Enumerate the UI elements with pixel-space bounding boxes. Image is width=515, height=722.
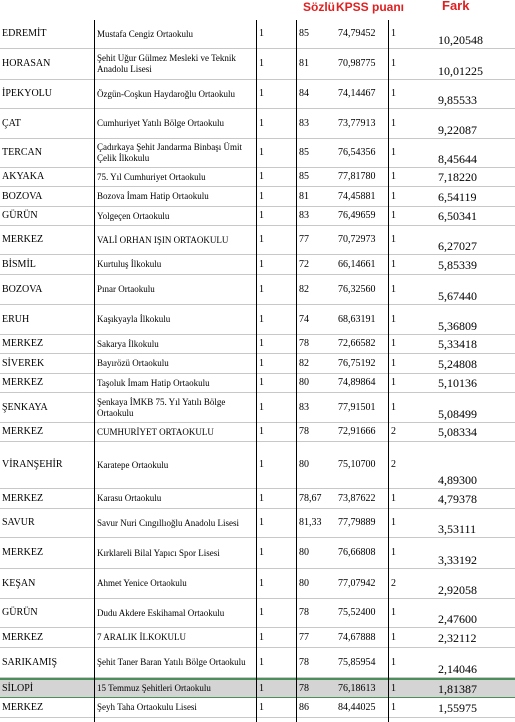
kpss-score-cell: 74,14467 xyxy=(338,88,376,99)
quota-cell: 1 xyxy=(259,338,264,349)
oral-score-cell: 78 xyxy=(299,607,309,618)
rank-cell: 1 xyxy=(391,190,396,202)
school-cell: Taşoluk İmam Hatip Ortaokulu xyxy=(97,377,210,388)
difference-cell: 10,01225 xyxy=(438,64,483,78)
rank-cell: 1 xyxy=(391,147,396,158)
rank-cell: 2 xyxy=(391,426,396,437)
school-cell: Şehit Uğur Gülmez Mesleki ve Teknik Anadolu Lisesi xyxy=(97,53,236,74)
kpss-score-cell: 66,14661 xyxy=(338,258,376,270)
school-cell: Yolgeçen Ortaokulu xyxy=(97,210,170,221)
kpss-score-cell: 74,89864 xyxy=(338,377,376,388)
oral-score-cell: 85 xyxy=(299,171,309,182)
kpss-score-cell: 74,67888 xyxy=(338,631,376,643)
oral-score-cell: 78 xyxy=(299,426,309,437)
difference-cell: 4,79378 xyxy=(438,491,477,506)
rank-cell: 1 xyxy=(391,656,396,668)
quota-cell: 1 xyxy=(259,631,264,643)
oral-score-cell: 84 xyxy=(299,88,309,99)
district-cell: ŞENKAYA xyxy=(2,401,48,413)
kpss-score-cell: 76,49659 xyxy=(338,210,376,221)
district-cell: ÇAT xyxy=(2,117,21,129)
kpss-score-cell: 77,07942 xyxy=(338,577,376,589)
oral-score-cell: 83 xyxy=(299,210,309,221)
header-fark: Fark xyxy=(442,0,470,13)
oral-score-cell: 85 xyxy=(299,28,309,39)
difference-cell: 5,85339 xyxy=(438,257,477,272)
school-cell: Kurtuluş İlkokulu xyxy=(97,259,162,269)
oral-score-cell: 78 xyxy=(299,682,309,694)
district-cell: SAVUR xyxy=(2,517,35,528)
school-cell: Kırklareli Bilal Yapıcı Spor Lisesi xyxy=(97,547,220,558)
table-row xyxy=(0,489,515,509)
quota-cell: 1 xyxy=(259,190,264,202)
school-cell: 15 Temmuz Şehitleri Ortaokulu xyxy=(97,683,211,693)
rank-cell: 1 xyxy=(391,492,396,504)
rank-cell: 1 xyxy=(391,117,396,129)
school-cell: Şenkaya İMKB 75. Yıl Yatılı Bölge Ortaokulu xyxy=(97,396,226,418)
oral-score-cell: 80 xyxy=(299,377,309,388)
school-cell: Karasu Ortaokulu xyxy=(97,493,162,503)
district-cell: BİSMİL xyxy=(2,258,36,270)
difference-cell: 2,32112 xyxy=(438,630,477,645)
school-cell: Çadırkaya Şehit Jandarma Binbaşı Ümit Çelik İlkokulu xyxy=(97,142,242,163)
kpss-score-cell: 76,54356 xyxy=(338,147,376,158)
column-divider xyxy=(256,20,257,722)
district-cell: MERKEZ xyxy=(2,234,44,245)
quota-cell: 1 xyxy=(259,682,264,694)
quota-cell: 1 xyxy=(259,577,264,589)
oral-score-cell: 74 xyxy=(299,313,309,325)
column-divider xyxy=(296,20,297,722)
difference-cell: 8,45644 xyxy=(438,152,477,166)
oral-score-cell: 78 xyxy=(299,656,309,668)
table-row xyxy=(0,393,515,423)
table-row xyxy=(0,423,515,442)
difference-cell: 10,20548 xyxy=(438,33,483,47)
results-table xyxy=(0,20,515,718)
district-cell: KEŞAN xyxy=(2,577,36,589)
header-kpss: KPSS puanı xyxy=(336,0,405,14)
table-row xyxy=(0,628,515,648)
difference-cell: 1,81387 xyxy=(438,681,477,696)
quota-cell: 1 xyxy=(259,401,264,413)
difference-cell: 2,14046 xyxy=(438,662,477,676)
kpss-score-cell: 84,44025 xyxy=(338,701,376,713)
district-cell: TERCAN xyxy=(2,147,42,158)
oral-score-cell: 80 xyxy=(299,459,309,470)
table-row xyxy=(0,648,515,678)
rank-cell: 1 xyxy=(391,338,396,349)
table-row xyxy=(0,305,515,335)
district-cell: SARIKAMIŞ xyxy=(2,656,58,668)
oral-score-cell: 81,33 xyxy=(299,517,322,528)
quota-cell: 1 xyxy=(259,547,264,558)
header-sozlu: Sözlü xyxy=(303,0,335,14)
table-row xyxy=(0,599,515,628)
rank-cell: 1 xyxy=(391,210,396,221)
quota-cell: 1 xyxy=(259,283,264,295)
oral-score-cell: 77 xyxy=(299,631,309,643)
kpss-score-cell: 76,66808 xyxy=(338,547,376,558)
rank-cell: 2 xyxy=(391,577,396,589)
district-cell: BOZOVA xyxy=(2,283,43,295)
rank-cell: 1 xyxy=(391,401,396,413)
school-cell: Kaşıkyayla İlkokulu xyxy=(97,314,171,324)
kpss-score-cell: 75,10700 xyxy=(338,459,376,470)
school-cell: Cumhuriyet Yatılı Bölge Ortaokulu xyxy=(97,118,224,128)
district-cell: BOZOVA xyxy=(2,190,43,202)
difference-cell: 9,85533 xyxy=(438,93,477,107)
school-cell: Savur Nuri Cıngıllıoğlu Anadolu Lisesi xyxy=(97,517,239,528)
kpss-score-cell: 77,91501 xyxy=(338,401,376,413)
difference-cell: 6,27027 xyxy=(438,239,477,253)
kpss-score-cell: 73,77913 xyxy=(338,117,376,129)
district-cell: SİLOPİ xyxy=(2,682,34,694)
rank-cell: 1 xyxy=(391,631,396,643)
rank-cell: 1 xyxy=(391,682,396,694)
table-row xyxy=(0,20,515,49)
quota-cell: 1 xyxy=(259,377,264,388)
table-row xyxy=(0,569,515,599)
table-row xyxy=(0,109,515,139)
column-divider xyxy=(94,20,95,722)
school-cell: Mustafa Cengiz Ortaokulu xyxy=(97,28,193,39)
quota-cell: 1 xyxy=(259,210,264,221)
difference-cell: 4,89300 xyxy=(438,473,477,487)
table-row xyxy=(0,678,515,698)
rank-cell: 1 xyxy=(391,547,396,558)
quota-cell: 1 xyxy=(259,313,264,325)
school-cell: Bayırözü Ortaokulu xyxy=(97,358,169,368)
district-cell: GÜRÜN xyxy=(2,607,38,618)
kpss-score-cell: 77,81780 xyxy=(338,171,376,182)
column-divider xyxy=(388,20,389,722)
difference-cell: 5,08334 xyxy=(438,425,477,439)
kpss-score-cell: 70,72973 xyxy=(338,234,376,245)
difference-cell: 5,36809 xyxy=(438,319,477,333)
kpss-score-cell: 73,87622 xyxy=(338,492,376,504)
table-row xyxy=(0,139,515,168)
quota-cell: 1 xyxy=(259,607,264,618)
school-cell: 75. Yıl Cumhuriyet Ortaokulu xyxy=(97,171,206,182)
difference-cell: 2,92058 xyxy=(438,583,477,597)
school-cell: Karatepe Ortaokulu xyxy=(97,459,169,470)
oral-score-cell: 83 xyxy=(299,117,309,129)
rank-cell: 1 xyxy=(391,28,396,39)
difference-cell: 3,53111 xyxy=(438,522,477,536)
table-row xyxy=(0,335,515,354)
kpss-score-cell: 70,98775 xyxy=(338,58,376,69)
difference-cell: 5,67440 xyxy=(438,289,477,303)
school-cell: VALİ ORHAN IŞIN ORTAOKULU xyxy=(97,234,229,245)
difference-cell: 5,33418 xyxy=(438,337,477,351)
school-cell: Ahmet Yenice Ortaokulu xyxy=(97,578,187,588)
difference-cell: 5,24808 xyxy=(438,356,477,371)
rank-cell: 1 xyxy=(391,607,396,618)
rank-cell: 1 xyxy=(391,234,396,245)
oral-score-cell: 83 xyxy=(299,401,309,413)
district-cell: AKYAKA xyxy=(2,171,45,182)
district-cell: MERKEZ xyxy=(2,701,44,713)
district-cell: MERKEZ xyxy=(2,338,44,349)
kpss-score-cell: 77,79889 xyxy=(338,517,376,528)
oral-score-cell: 82 xyxy=(299,357,309,369)
oral-score-cell: 80 xyxy=(299,577,309,589)
rank-cell: 1 xyxy=(391,258,396,270)
district-cell: GÜRÜN xyxy=(2,210,38,221)
kpss-score-cell: 68,63191 xyxy=(338,313,376,325)
district-cell: MERKEZ xyxy=(2,631,44,643)
quota-cell: 1 xyxy=(259,58,264,69)
table-row xyxy=(0,509,515,538)
table-row xyxy=(0,255,515,275)
oral-score-cell: 80 xyxy=(299,547,309,558)
district-cell: MERKEZ xyxy=(2,492,44,504)
school-cell: Bozova İmam Hatip Ortaokulu xyxy=(97,191,209,201)
district-cell: VİRANŞEHİR xyxy=(2,459,63,470)
difference-cell: 9,22087 xyxy=(438,123,477,137)
rank-cell: 1 xyxy=(391,377,396,388)
district-cell: EDREMİT xyxy=(2,28,47,39)
school-cell: Şeyh Taha Ortaokulu Lisesi xyxy=(97,702,197,712)
oral-score-cell: 78,67 xyxy=(299,492,322,504)
kpss-score-cell: 72,91666 xyxy=(338,426,376,437)
quota-cell: 1 xyxy=(259,171,264,182)
oral-score-cell: 72 xyxy=(299,258,309,270)
table-row xyxy=(0,374,515,393)
difference-cell: 3,33192 xyxy=(438,553,477,567)
difference-cell: 6,50341 xyxy=(438,209,477,223)
quota-cell: 1 xyxy=(259,656,264,668)
rank-cell: 1 xyxy=(391,517,396,528)
school-cell: CUMHURİYET ORTAOKULU xyxy=(97,426,214,437)
quota-cell: 1 xyxy=(259,426,264,437)
table-row xyxy=(0,275,515,305)
oral-score-cell: 82 xyxy=(299,283,309,295)
kpss-score-cell: 75,85954 xyxy=(338,656,376,668)
district-cell: MERKEZ xyxy=(2,426,44,437)
quota-cell: 1 xyxy=(259,701,264,713)
quota-cell: 1 xyxy=(259,234,264,245)
quota-cell: 1 xyxy=(259,147,264,158)
table-row xyxy=(0,168,515,187)
oral-score-cell: 86 xyxy=(299,701,309,713)
district-cell: ERUH xyxy=(2,313,30,325)
quota-cell: 1 xyxy=(259,357,264,369)
school-cell: 7 ARALIK İLKOKULU xyxy=(97,632,186,642)
rank-cell: 1 xyxy=(391,313,396,325)
kpss-score-cell: 76,75192 xyxy=(338,357,376,369)
table-row xyxy=(0,354,515,374)
kpss-score-cell: 74,45881 xyxy=(338,190,376,202)
quota-cell: 1 xyxy=(259,88,264,99)
table-row xyxy=(0,442,515,489)
quota-cell: 1 xyxy=(259,492,264,504)
district-cell: İPEKYOLU xyxy=(2,88,52,99)
oral-score-cell: 77 xyxy=(299,234,309,245)
difference-cell: 1,55975 xyxy=(438,700,477,715)
rank-cell: 1 xyxy=(391,701,396,713)
table-row xyxy=(0,226,515,255)
kpss-score-cell: 75,52400 xyxy=(338,607,376,618)
oral-score-cell: 85 xyxy=(299,147,309,158)
table-row xyxy=(0,207,515,226)
quota-cell: 1 xyxy=(259,459,264,470)
rank-cell: 2 xyxy=(391,459,396,470)
rank-cell: 1 xyxy=(391,357,396,369)
school-cell: Pınar Ortaokulu xyxy=(97,284,155,294)
quota-cell: 1 xyxy=(259,117,264,129)
rank-cell: 1 xyxy=(391,58,396,69)
difference-cell: 5,08499 xyxy=(438,407,477,421)
difference-cell: 6,54119 xyxy=(438,189,477,204)
school-cell: Şehit Taner Baran Yatılı Bölge Ortaokulu xyxy=(97,657,246,667)
table-row xyxy=(0,49,515,80)
quota-cell: 1 xyxy=(259,258,264,270)
rank-cell: 1 xyxy=(391,171,396,182)
district-cell: HORASAN xyxy=(2,58,51,69)
rank-cell: 1 xyxy=(391,88,396,99)
kpss-score-cell: 72,66582 xyxy=(338,338,376,349)
difference-cell: 7,18220 xyxy=(438,170,477,184)
district-cell: SİVEREK xyxy=(2,357,45,369)
kpss-score-cell: 74,79452 xyxy=(338,28,376,39)
school-cell: Dudu Akdere Eskihamal Ortaokulu xyxy=(97,607,225,618)
district-cell: MERKEZ xyxy=(2,547,44,558)
oral-score-cell: 78 xyxy=(299,338,309,349)
school-cell: Özgün-Coşkun Haydaroğlu Ortaokulu xyxy=(97,88,235,99)
quota-cell: 1 xyxy=(259,28,264,39)
table-row xyxy=(0,698,515,718)
oral-score-cell: 81 xyxy=(299,190,309,202)
difference-cell: 2,47600 xyxy=(438,612,477,626)
quota-cell: 1 xyxy=(259,517,264,528)
kpss-score-cell: 76,32560 xyxy=(338,283,376,295)
rank-cell: 1 xyxy=(391,283,396,295)
oral-score-cell: 81 xyxy=(299,58,309,69)
table-row xyxy=(0,538,515,569)
school-cell: Sakarya İlkokulu xyxy=(97,338,159,349)
table-row xyxy=(0,80,515,109)
difference-cell: 5,10136 xyxy=(438,376,477,390)
district-cell: MERKEZ xyxy=(2,377,44,388)
table-row xyxy=(0,187,515,207)
kpss-score-cell: 76,18613 xyxy=(338,682,376,694)
